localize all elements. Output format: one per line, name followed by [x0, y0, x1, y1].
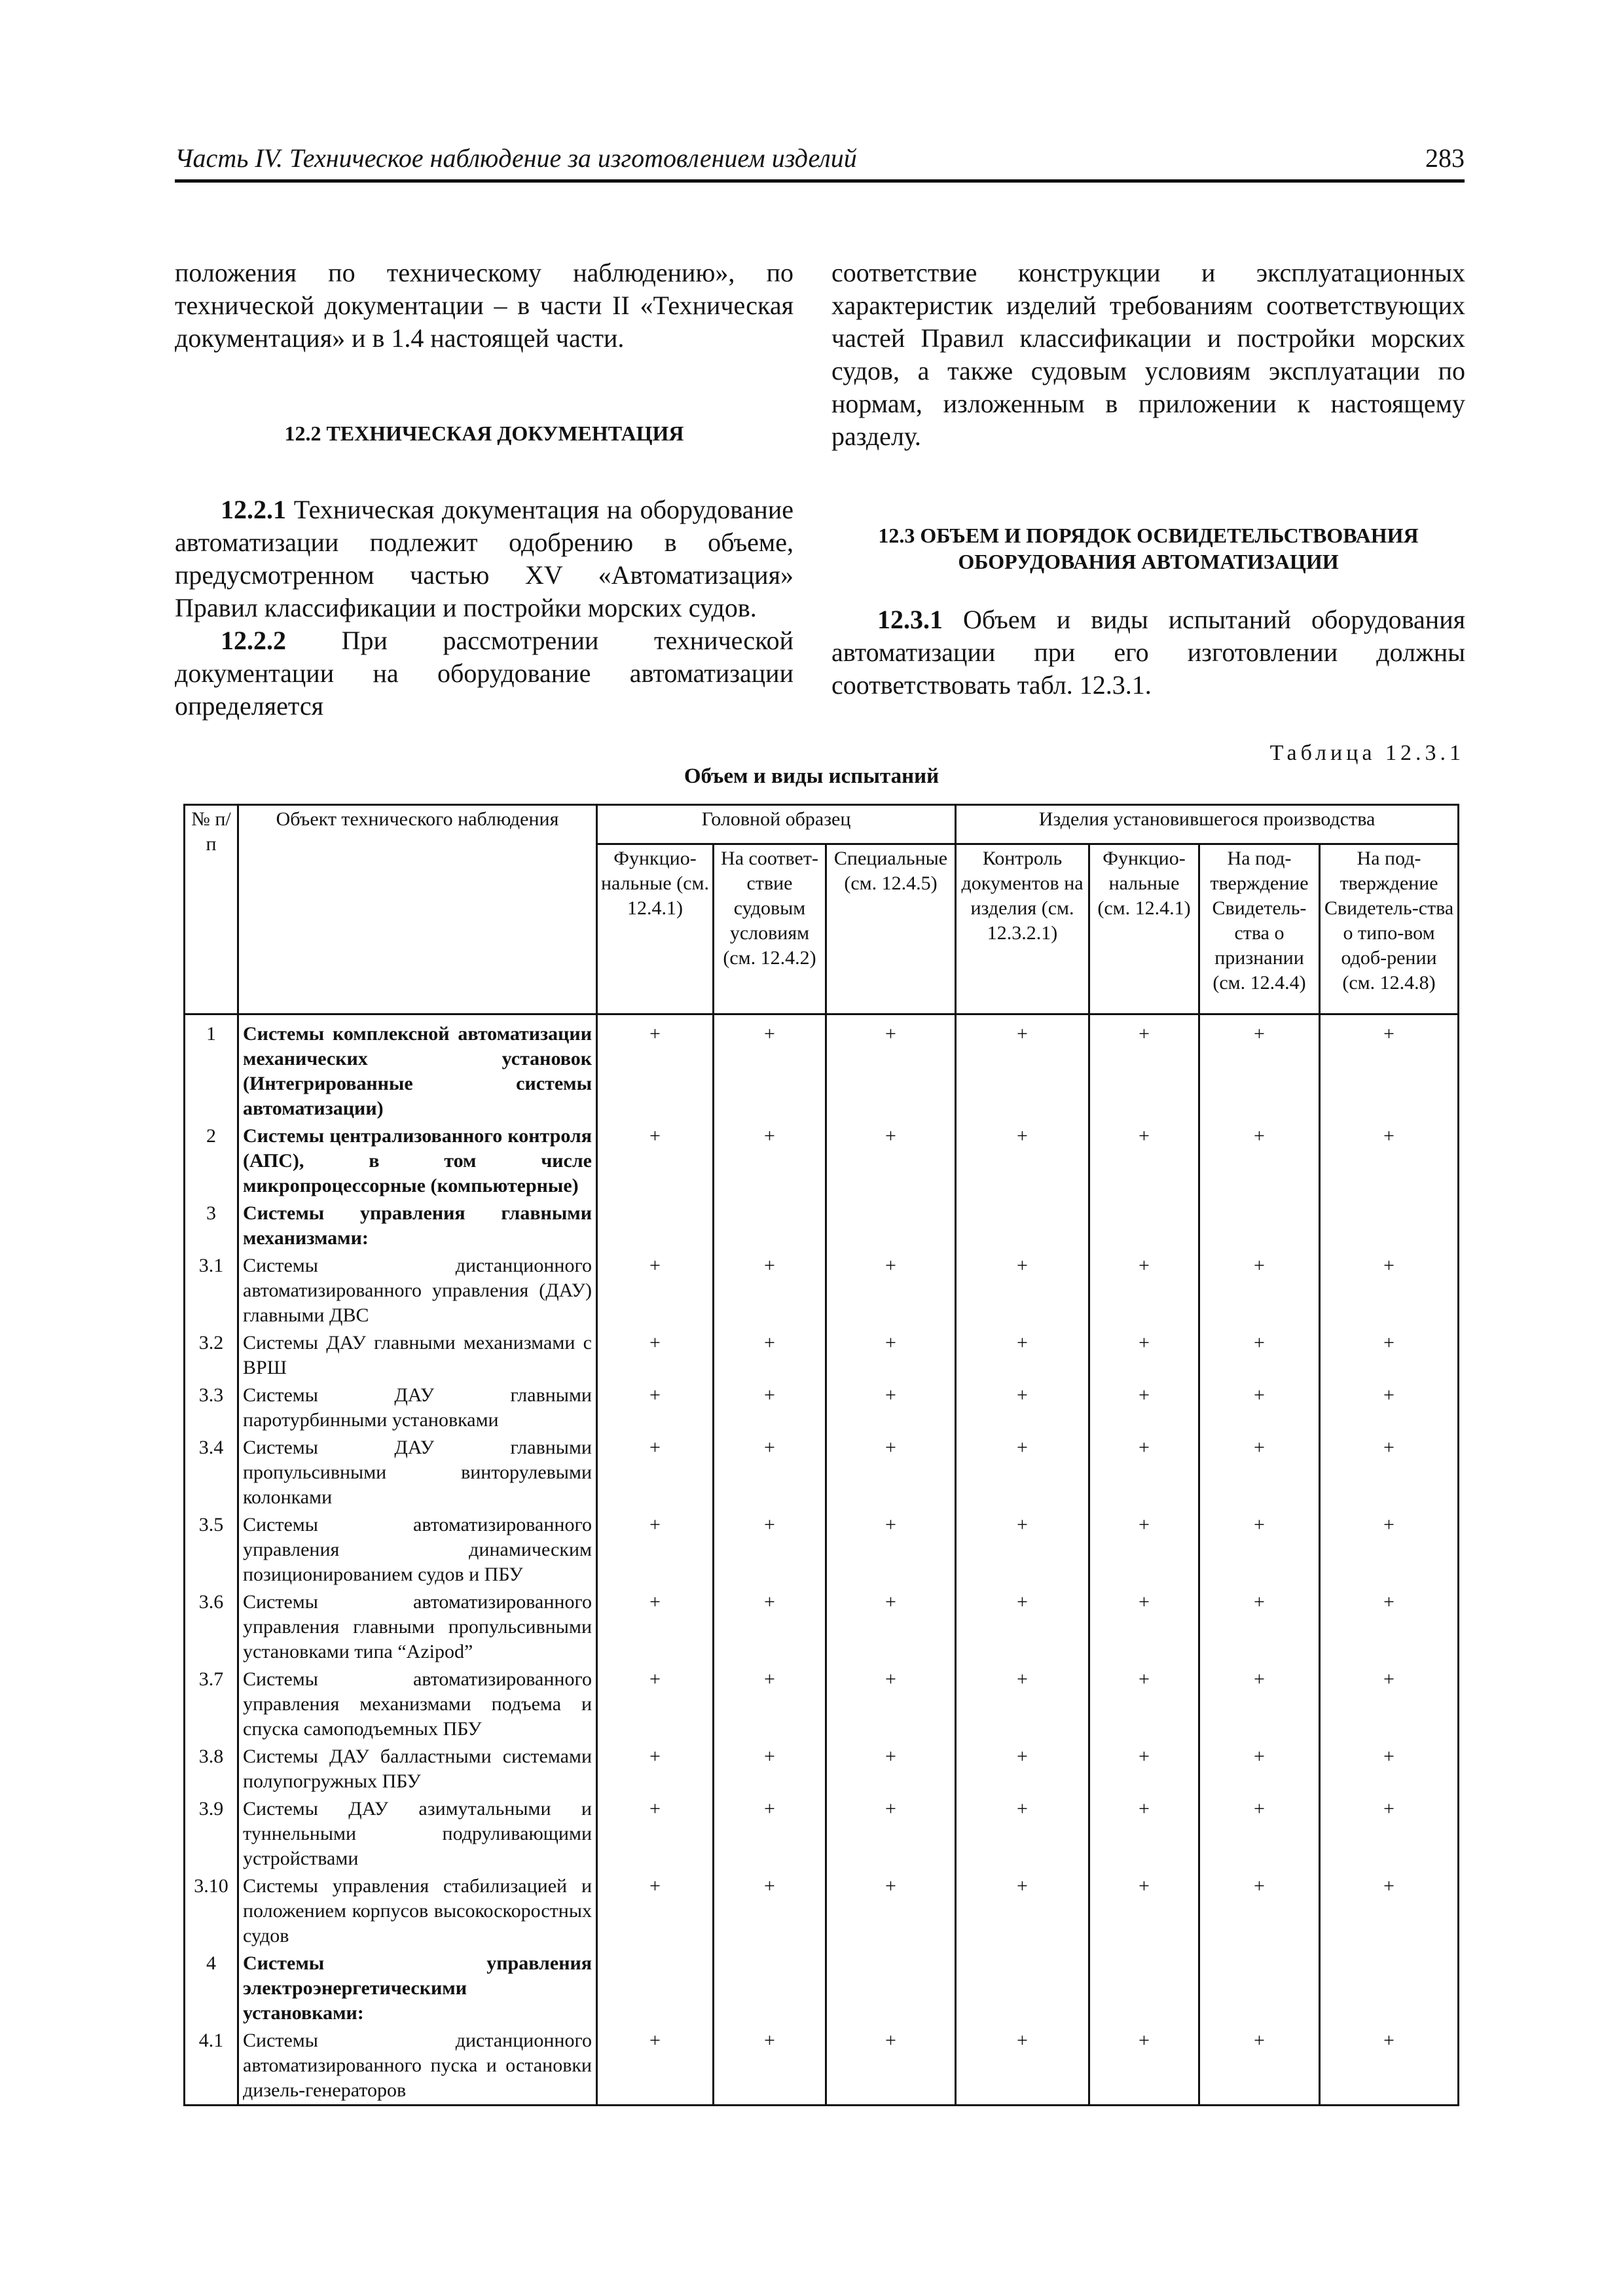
paragraph-number: 12.3.1 — [877, 605, 943, 634]
row-mark — [597, 1200, 714, 1252]
row-mark: + — [1199, 1434, 1320, 1511]
row-number: 3.10 — [185, 1873, 238, 1950]
row-number: 3.4 — [185, 1434, 238, 1511]
left-column — [175, 257, 793, 723]
row-mark: + — [714, 1795, 826, 1873]
row-mark: + — [1089, 2027, 1199, 2106]
row-mark: + — [714, 1743, 826, 1795]
row-mark: + — [1089, 1122, 1199, 1200]
row-mark: + — [597, 1382, 714, 1434]
row-object: Системы управления главными механизмами: — [238, 1200, 597, 1252]
table-row — [185, 1511, 1459, 1588]
row-object: Системы централизованного контроля (АПС), в том числе микропроцессорные (компьютерные) — [238, 1122, 597, 1200]
row-mark: + — [714, 1014, 826, 1123]
row-mark: + — [597, 1434, 714, 1511]
table-row — [185, 1950, 1459, 2027]
row-mark: + — [597, 1014, 714, 1123]
row-mark: + — [714, 1434, 826, 1511]
row-mark: + — [714, 1666, 826, 1743]
table-row — [185, 1200, 1459, 1252]
row-mark: + — [1320, 1329, 1459, 1382]
row-mark: + — [1199, 1873, 1320, 1950]
row-object: Системы автоматизированного управления механизмами подъема и спуска самоподъемных ПБУ — [238, 1666, 597, 1743]
right-column — [831, 257, 1465, 702]
row-mark: + — [1089, 1873, 1199, 1950]
row-mark — [714, 1950, 826, 2027]
row-mark — [826, 1200, 956, 1252]
row-number: 3.8 — [185, 1743, 238, 1795]
row-mark — [956, 1200, 1089, 1252]
table-body — [185, 1014, 1459, 2106]
row-mark: + — [1320, 1122, 1459, 1200]
row-mark — [826, 1950, 956, 2027]
row-object: Системы ДАУ балластными системами полупогружных ПБУ — [238, 1743, 597, 1795]
row-mark — [1089, 1950, 1199, 2027]
row-mark: + — [714, 1873, 826, 1950]
table-row — [185, 1252, 1459, 1329]
row-number: 3 — [185, 1200, 238, 1252]
row-mark: + — [1089, 1743, 1199, 1795]
row-mark: + — [956, 1382, 1089, 1434]
row-mark: + — [956, 1666, 1089, 1743]
row-number: 3.3 — [185, 1382, 238, 1434]
right-continued-text: соответствие конструкции и эксплуатационных характеристик изделий требованиям соответствующих частей Правил классификации и постройки морских судов, а также судовым условиям эксплуатации по нормам, изложенным в приложении к настоящему разделу. — [831, 258, 1465, 451]
row-object: Системы ДАУ азимутальными и туннельными подруливающими устройствами — [238, 1795, 597, 1873]
row-mark: + — [956, 1795, 1089, 1873]
row-mark: + — [1199, 1382, 1320, 1434]
header-object: Объект технического наблюдения — [238, 805, 597, 1014]
row-mark: + — [714, 2027, 826, 2106]
row-number: 1 — [185, 1014, 238, 1123]
row-mark: + — [826, 1743, 956, 1795]
paragraph-12-2-1 — [175, 493, 793, 624]
row-mark: + — [1199, 2027, 1320, 2106]
row-mark: + — [956, 1588, 1089, 1666]
row-mark: + — [956, 1122, 1089, 1200]
row-mark: + — [597, 1873, 714, 1950]
row-mark — [1320, 1950, 1459, 2027]
row-mark: + — [956, 1014, 1089, 1123]
row-mark: + — [1089, 1666, 1199, 1743]
header-serial-type-approval: На под-тверждение Свидетель-ства о типо-вом одоб-рении (см. 12.4.8) — [1320, 844, 1459, 1014]
table-row — [185, 2027, 1459, 2106]
row-mark: + — [1320, 1666, 1459, 1743]
row-mark: + — [956, 1434, 1089, 1511]
row-mark: + — [714, 1511, 826, 1588]
row-mark: + — [1089, 1511, 1199, 1588]
section-heading-12-2: 12.2 ТЕХНИЧЕСКАЯ ДОКУМЕНТАЦИЯ — [284, 422, 684, 445]
table-row — [185, 1329, 1459, 1382]
row-mark: + — [1199, 1122, 1320, 1200]
header-head-special: Специальные (см. 12.4.5) — [826, 844, 956, 1014]
row-object: Системы управления электроэнергетическими установками: — [238, 1950, 597, 2027]
row-mark — [597, 1950, 714, 2027]
row-mark — [1199, 1200, 1320, 1252]
row-mark — [956, 1950, 1089, 2027]
table-row — [185, 1382, 1459, 1434]
row-mark: + — [1199, 1795, 1320, 1873]
row-mark: + — [1089, 1434, 1199, 1511]
row-mark: + — [826, 1511, 956, 1588]
row-object: Системы автоматизированного управления динамическим позиционированием судов и ПБУ — [238, 1511, 597, 1588]
table-row — [185, 1014, 1459, 1123]
row-mark: + — [714, 1122, 826, 1200]
row-object: Системы комплексной автоматизации механических установок (Интегрированные системы автоматизации) — [238, 1014, 597, 1123]
row-mark: + — [826, 1873, 956, 1950]
paragraph-number: 12.2.1 — [221, 495, 286, 524]
table-caption: Объем и виды испытаний — [684, 764, 939, 788]
row-mark: + — [1089, 1795, 1199, 1873]
section-heading-12-3: 12.3 ОБЪЕМ И ПОРЯДОК ОСВИДЕТЕЛЬСТВОВАНИЯ ОБОРУДОВАНИЯ АВТОМАТИЗАЦИИ — [878, 524, 1419, 573]
table-number: Таблица 12.3.1 — [1269, 741, 1465, 765]
row-mark: + — [1320, 1743, 1459, 1795]
row-mark: + — [826, 1252, 956, 1329]
row-number: 3.6 — [185, 1588, 238, 1666]
row-mark — [1199, 1950, 1320, 2027]
row-mark: + — [956, 1873, 1089, 1950]
row-mark: + — [714, 1588, 826, 1666]
row-mark: + — [1199, 1588, 1320, 1666]
row-mark: + — [597, 1666, 714, 1743]
paragraph-12-3-1 — [831, 603, 1465, 702]
header-head-ship-conditions: На соответ-ствие судовым условиям (см. 12.4.2) — [714, 844, 826, 1014]
row-object: Системы ДАУ главными пропульсивными винторулевыми колонками — [238, 1434, 597, 1511]
table-row — [185, 1122, 1459, 1200]
header-group-head-sample: Головной образец — [597, 805, 956, 844]
row-number: 4 — [185, 1950, 238, 2027]
row-object: Системы автоматизированного управления главными пропульсивными установками типа “Azipod” — [238, 1588, 597, 1666]
row-mark: + — [714, 1329, 826, 1382]
page-number: 283 — [1425, 143, 1465, 173]
row-mark: + — [826, 1382, 956, 1434]
row-mark: + — [956, 1329, 1089, 1382]
paragraph-number: 12.2.2 — [221, 626, 286, 655]
row-mark: + — [714, 1252, 826, 1329]
running-header-title: Часть IV. Техническое наблюдение за изготовлением изделий — [175, 143, 857, 173]
row-object: Системы управления стабилизацией и положением корпусов высокоскоростных судов — [238, 1873, 597, 1950]
row-number: 2 — [185, 1122, 238, 1200]
row-mark: + — [1320, 2027, 1459, 2106]
table-row — [185, 1743, 1459, 1795]
row-number: 3.9 — [185, 1795, 238, 1873]
paragraph-text: Объем и виды испытаний оборудования автоматизации при его изготовлении должны соответствовать табл. 12.3.1. — [831, 605, 1465, 700]
row-mark: + — [826, 2027, 956, 2106]
row-mark: + — [1320, 1252, 1459, 1329]
row-number: 3.2 — [185, 1329, 238, 1382]
row-mark: + — [826, 1434, 956, 1511]
row-mark: + — [1089, 1588, 1199, 1666]
header-group-serial: Изделия установившегося производства — [956, 805, 1459, 844]
row-mark: + — [1199, 1666, 1320, 1743]
row-mark: + — [597, 1122, 714, 1200]
row-mark: + — [597, 1511, 714, 1588]
row-mark: + — [1199, 1329, 1320, 1382]
row-mark: + — [1320, 1511, 1459, 1588]
row-object: Системы ДАУ главными паротурбинными установками — [238, 1382, 597, 1434]
row-mark: + — [956, 1252, 1089, 1329]
row-mark: + — [597, 1329, 714, 1382]
table-row — [185, 1588, 1459, 1666]
row-mark: + — [597, 1743, 714, 1795]
row-mark — [1320, 1200, 1459, 1252]
row-object: Системы дистанционного автоматизированного пуска и остановки дизель-генераторов — [238, 2027, 597, 2106]
row-mark: + — [1199, 1743, 1320, 1795]
header-num: № п/п — [185, 805, 238, 1014]
row-mark: + — [597, 1252, 714, 1329]
row-mark: + — [826, 1666, 956, 1743]
row-mark: + — [1089, 1329, 1199, 1382]
paragraph-text: При рассмотрении технической документации на оборудование автоматизации определяется — [175, 626, 793, 721]
row-mark: + — [1089, 1014, 1199, 1123]
row-mark: + — [826, 1795, 956, 1873]
table-row — [185, 1795, 1459, 1873]
header-serial-doc-control: Контроль документов на изделия (см. 12.3.2.1) — [956, 844, 1089, 1014]
table-row — [185, 1666, 1459, 1743]
row-mark: + — [597, 1588, 714, 1666]
row-object: Системы ДАУ главными механизмами с ВРШ — [238, 1329, 597, 1382]
row-mark: + — [1320, 1588, 1459, 1666]
row-mark: + — [1199, 1252, 1320, 1329]
header-head-functional: Функцио-нальные (см. 12.4.1) — [597, 844, 714, 1014]
row-mark: + — [956, 1743, 1089, 1795]
row-number: 4.1 — [185, 2027, 238, 2106]
row-mark: + — [826, 1122, 956, 1200]
row-mark — [1089, 1200, 1199, 1252]
row-mark: + — [1320, 1382, 1459, 1434]
row-mark: + — [956, 2027, 1089, 2106]
row-object: Системы дистанционного автоматизированного управления (ДАУ) главными ДВС — [238, 1252, 597, 1329]
table-row — [185, 1873, 1459, 1950]
header-serial-functional: Функцио-нальные (см. 12.4.1) — [1089, 844, 1199, 1014]
table-row — [185, 1434, 1459, 1511]
paragraph-12-2-2 — [175, 624, 793, 723]
row-mark: + — [597, 2027, 714, 2106]
row-mark: + — [1320, 1795, 1459, 1873]
row-number: 3.7 — [185, 1666, 238, 1743]
row-mark: + — [597, 1795, 714, 1873]
test-scope-table — [183, 804, 1459, 2106]
row-mark: + — [826, 1329, 956, 1382]
row-mark: + — [826, 1014, 956, 1123]
row-mark — [714, 1200, 826, 1252]
header-serial-recognition: На под-тверждение Свидетель-ства о признании (см. 12.4.4) — [1199, 844, 1320, 1014]
row-mark: + — [1320, 1873, 1459, 1950]
row-mark: + — [956, 1511, 1089, 1588]
row-mark: + — [1089, 1382, 1199, 1434]
row-number: 3.1 — [185, 1252, 238, 1329]
row-mark: + — [1199, 1511, 1320, 1588]
row-mark: + — [714, 1382, 826, 1434]
row-mark: + — [826, 1588, 956, 1666]
row-mark: + — [1320, 1014, 1459, 1123]
row-number: 3.5 — [185, 1511, 238, 1588]
row-mark: + — [1320, 1434, 1459, 1511]
paragraph-text: Техническая документация на оборудование автоматизации подлежит одобрению в объеме, предусмотренном частью XV «Автоматизация» Правил классификации и постройки морских судов. — [175, 495, 793, 622]
running-header — [175, 143, 1465, 183]
row-mark: + — [1089, 1252, 1199, 1329]
left-continued-text: положения по техническому наблюдению», по технической документации – в части II «Техническая документация» и в 1.4 настоящей части. — [175, 258, 793, 353]
row-mark: + — [1199, 1014, 1320, 1123]
